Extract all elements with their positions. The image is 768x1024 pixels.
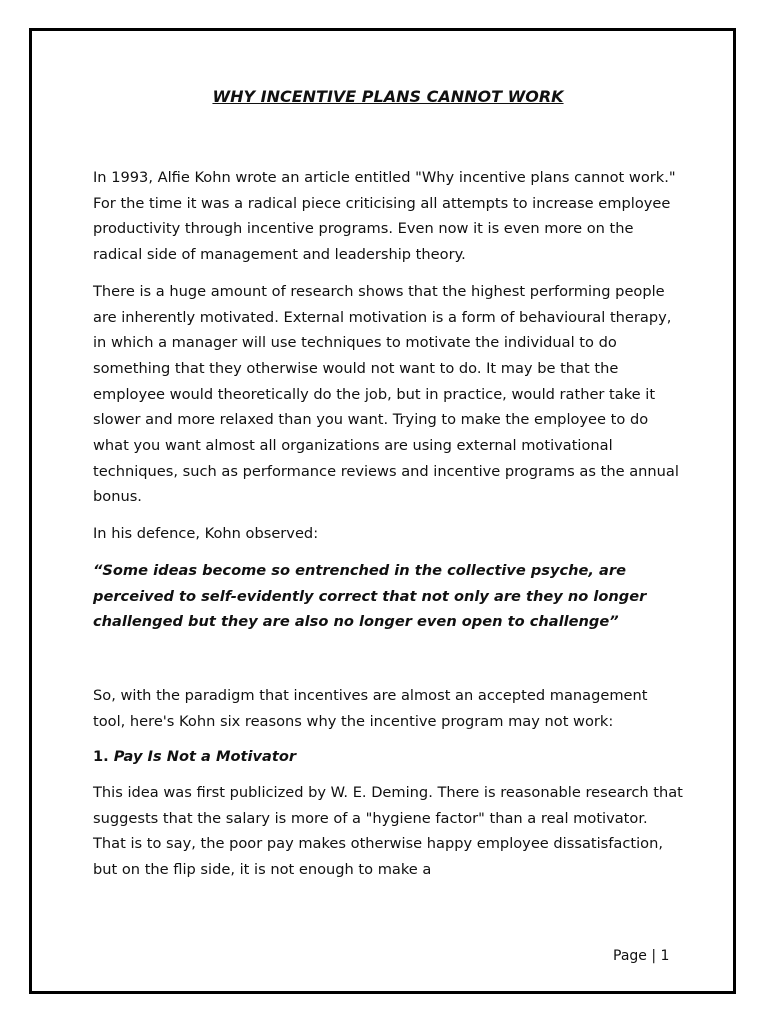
defence-paragraph: In his defence, Kohn observed: bbox=[93, 525, 319, 543]
section-heading-text: Pay Is Not a Motivator bbox=[113, 748, 297, 766]
page-number: Page | 1 bbox=[613, 948, 670, 964]
reasons-intro-paragraph: So, with the paradigm that incentives are almost an accepted management tool, here's Kohn six reasons why the incentive program may not work: bbox=[93, 686, 648, 730]
section-heading-1 bbox=[93, 744, 683, 770]
intro-paragraph: In 1993, Alfie Kohn wrote an article entitled "Why incentive plans cannot work." For the time it was a radical piece criticising all attempts to increase employee productivity through incentive programs. Even now it is even more on the radical side of management and leadership theory. bbox=[93, 169, 676, 264]
research-paragraph: There is a huge amount of research shows that the highest performing people are inherently motivated. External motivation is a form of behavioural therapy, in which a manager will use techniques to motivate the individual to do something that they otherwise would not want to do. It may be that the employee would theoretically do the job, but in practice, would rather take it slower and more relaxed than you want. Trying to make the employee to do what you want almost all organizations are using external motivational techniques, such as performance reviews and incentive programs as the annual bonus. bbox=[93, 282, 679, 506]
deming-paragraph: This idea was first publicized by W. E. Deming. There is reasonable research that suggests that the salary is more of a "hygiene factor" than a real motivator. That is to say, the poor pay makes otherwise happy employee dissatisfaction, but on the flip side, it is not enough to make a bbox=[93, 784, 683, 879]
document-body bbox=[93, 84, 683, 883]
section-heading-number: 1. bbox=[93, 748, 109, 766]
kohn-quote: “Some ideas become so entrenched in the collective psyche, are perceived to self-evidently correct that not only are they no longer challenged but they are also no longer even open to challenge” bbox=[93, 561, 647, 631]
document-title: WHY INCENTIVE PLANS CANNOT WORK bbox=[212, 87, 564, 106]
